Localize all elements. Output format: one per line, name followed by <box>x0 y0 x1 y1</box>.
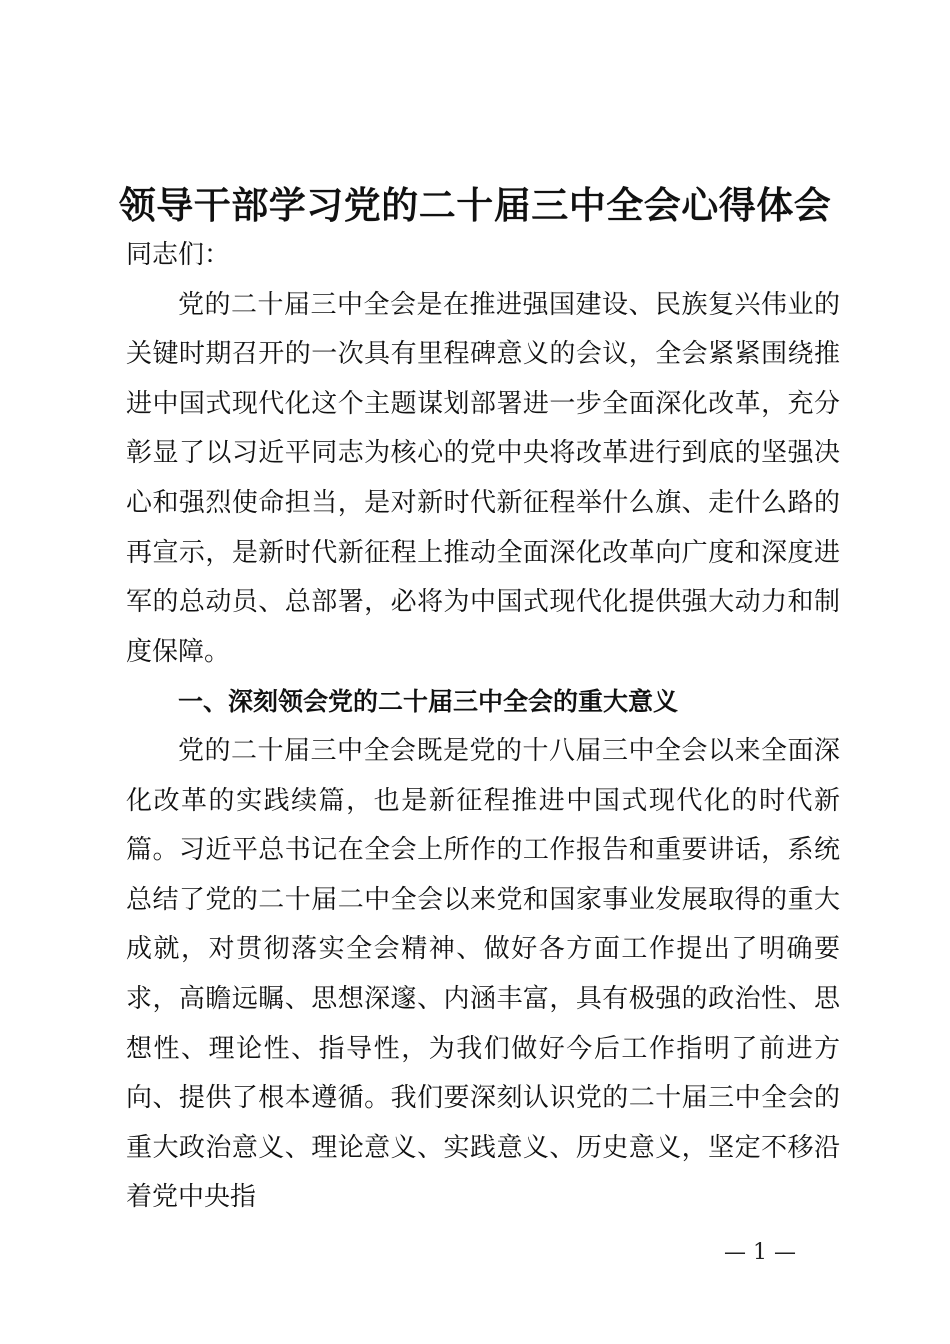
page-number: — 1 — <box>724 1240 796 1265</box>
document-title: 领导干部学习党的二十届三中全会心得体会 <box>118 184 832 227</box>
paragraph-section-1: 党的二十届三中全会既是党的十八届三中全会以来全面深化改革的实践续篇，也是新征程推进中国式现代化的时代新篇。习近平总书记在全会上所作的工作报告和重要讲话，系统总结了党的二十届二中全会以来党和国家事业发展取得的重大成就，对贯彻落实全会精神、做好各方面工作提出了明确要求，高瞻远瞩、思想深邃、内涵丰富，具有极强的政治性、思想性、理论性、指导性，为我们做好今后工作指明了前进方向、提供了根本遵循。我们要深刻认识党的二十届三中全会的重大政治意义、理论意义、实践意义、历史意义，坚定不移沿着党中央指 <box>126 735 840 1213</box>
salutation: 同志们： <box>126 240 231 270</box>
document-body <box>126 231 840 1223</box>
section-heading-1: 一、深刻领会党的二十届三中全会的重大意义 <box>178 687 679 717</box>
paragraph-intro: 党的二十届三中全会是在推进强国建设、民族复兴伟业的关键时期召开的一次具有里程碑意义的会议，全会紧紧围绕推进中国式现代化这个主题谋划部署进一步全面深化改革，充分彰显了以习近平同志为核心的党中央将改革进行到底的坚强决心和强烈使命担当，是对新时代新征程举什么旗、走什么路的再宣示，是新时代新征程上推动全面深化改革向广度和深度进军的总动员、总部署，必将为中国式现代化提供强大动力和制度保障。 <box>126 289 840 667</box>
